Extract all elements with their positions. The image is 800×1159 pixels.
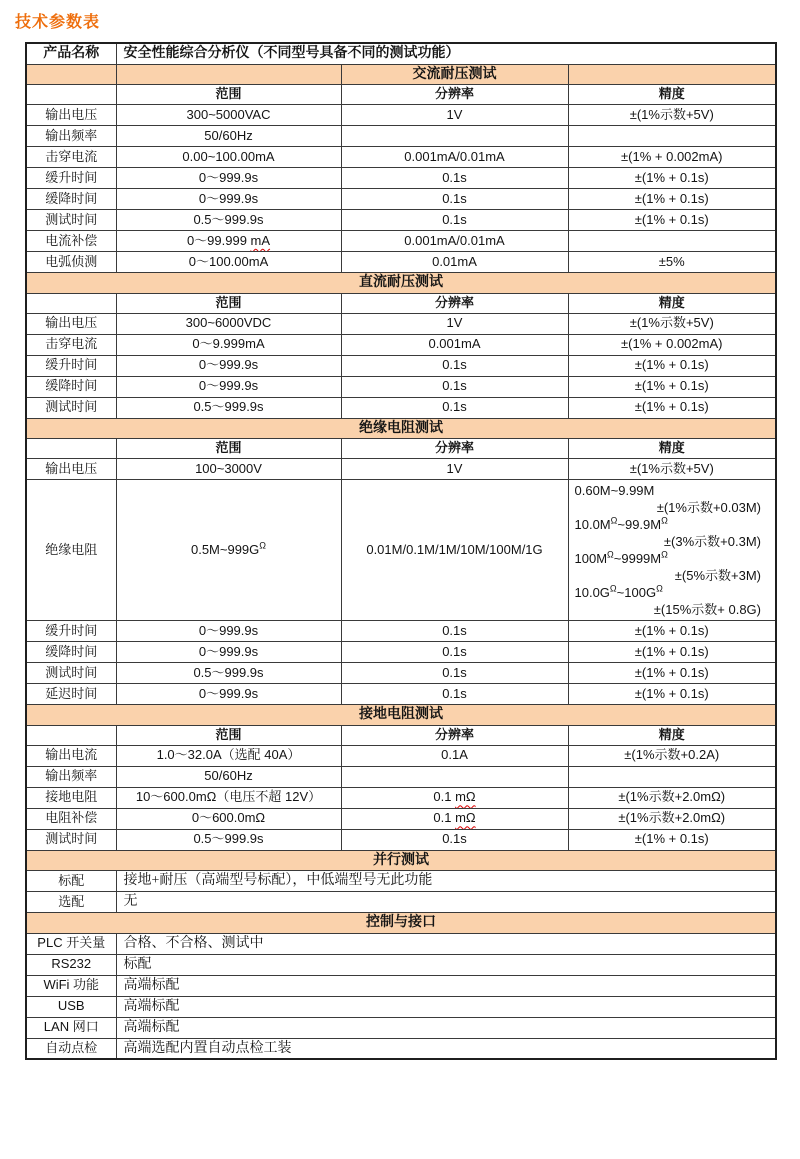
table-row [26,397,776,418]
accuracy-line [569,533,776,550]
accuracy-cell: ±(1% + 0.1s) [568,621,776,642]
superscript-ohm: Ω [661,549,668,560]
resolution-cell: 0.01mA [341,252,568,273]
section-header-cell: 控制与接口 [26,913,776,934]
range-cell: 300~5000VAC [116,105,341,126]
param-label-cell: USB [26,996,116,1017]
table-row [26,334,776,355]
accuracy-cell: ±(1%示数+5V) [568,105,776,126]
accuracy-line [569,516,776,533]
table-row [26,273,776,294]
text-segment: ±(3%示数+0.3M) [663,534,761,549]
section-empty-cell [116,64,341,85]
param-label-cell: 电流补偿 [26,231,116,252]
table-row [26,913,776,934]
table-row [26,725,776,745]
param-label-cell: 延迟时间 [26,684,116,705]
accuracy-line [569,499,776,516]
table-row [26,85,776,105]
column-header-cell: 范围 [116,293,341,313]
accuracy-line [569,482,776,499]
table-row [26,189,776,210]
table-row [26,1017,776,1038]
superscript-ohm: Ω [656,583,663,594]
text-segment: ~99.9M [617,517,662,532]
section-empty-cell [26,64,116,85]
table-row [26,954,776,975]
accuracy-cell: ±(1% + 0.1s) [568,355,776,376]
product-name-value-cell: 安全性能综合分析仪（不同型号具备不同的测试功能） [116,43,776,64]
accuracy-cell [568,126,776,147]
text-segment: ±(5%示数+3M) [674,568,761,583]
spellcheck-squiggle-text: mΩ [455,810,476,826]
range-cell: 0～999.9s [116,621,341,642]
resolution-cell [341,787,568,808]
column-header-cell: 范围 [116,85,341,105]
range-cell: 10～600.0mΩ（电压不超 12V） [116,787,341,808]
param-label-cell: LAN 网口 [26,1017,116,1038]
wide-value-cell: 高端选配内置自动点检工装 [116,1038,776,1059]
column-header-empty-cell [26,85,116,105]
range-cell: 0.00~100.00mA [116,147,341,168]
range-cell [116,231,341,252]
column-header-empty-cell [26,293,116,313]
range-cell: 0.5～999.9s [116,210,341,231]
accuracy-cell: ±(1% + 0.1s) [568,642,776,663]
resolution-cell [341,808,568,829]
range-cell: 0～999.9s [116,355,341,376]
range-cell: 0～9.999mA [116,334,341,355]
column-header-cell: 分辨率 [341,725,568,745]
param-label-cell: 输出电流 [26,745,116,766]
resolution-cell [341,766,568,787]
table-row [26,459,776,480]
spec-table-body [26,43,776,1059]
table-row [26,663,776,684]
column-header-empty-cell [26,439,116,459]
resolution-cell: 1V [341,313,568,334]
param-label-cell: 击穿电流 [26,334,116,355]
param-label-cell: 输出频率 [26,766,116,787]
column-header-cell: 范围 [116,725,341,745]
column-header-cell: 精度 [568,439,776,459]
resolution-cell: 1V [341,459,568,480]
column-header-cell: 精度 [568,85,776,105]
resolution-cell: 0.1s [341,829,568,850]
accuracy-cell: ±(1% + 0.1s) [568,829,776,850]
table-row [26,745,776,766]
param-label-cell: 测试时间 [26,210,116,231]
accuracy-cell: ±(1% + 0.002mA) [568,334,776,355]
superscript-ohm: Ω [609,583,617,594]
table-row [26,439,776,459]
table-row [26,705,776,726]
table-row [26,64,776,85]
range-cell: 0～600.0mΩ [116,808,341,829]
param-label-cell: WiFi 功能 [26,975,116,996]
table-row [26,808,776,829]
resolution-cell: 0.1s [341,684,568,705]
text-segment: 0.1 [433,789,456,805]
table-row [26,313,776,334]
wide-value-cell: 无 [116,892,776,913]
param-label-cell: 缓降时间 [26,189,116,210]
superscript-ohm: Ω [607,549,614,560]
param-label-cell: 接地电阻 [26,787,116,808]
accuracy-line [569,584,776,601]
accuracy-cell [568,766,776,787]
column-header-cell: 范围 [116,439,341,459]
text-segment: 10.0M [574,517,611,532]
table-row [26,1038,776,1059]
param-label-cell: 输出电压 [26,105,116,126]
resolution-cell: 0.01M/0.1M/1M/10M/100M/1G [341,480,568,621]
table-row [26,126,776,147]
table-row [26,43,776,64]
table-row [26,147,776,168]
text-segment: 0.5M~999G [190,541,260,557]
column-header-empty-cell [26,725,116,745]
text-segment: ±(1%示数+0.03M) [656,500,761,515]
column-header-cell: 精度 [568,725,776,745]
table-row [26,293,776,313]
resolution-cell: 1V [341,105,568,126]
param-label-cell: 缓升时间 [26,355,116,376]
range-cell: 0.5～999.9s [116,829,341,850]
wide-value-cell: 高端标配 [116,996,776,1017]
section-header-cell: 接地电阻测试 [26,705,776,726]
param-label-cell: 输出电压 [26,459,116,480]
range-cell: 0～999.9s [116,376,341,397]
range-cell: 0～999.9s [116,168,341,189]
param-label-cell: 缓升时间 [26,621,116,642]
resolution-cell: 0.1s [341,376,568,397]
range-cell: 0.5～999.9s [116,397,341,418]
resolution-cell: 0.001mA/0.01mA [341,231,568,252]
table-row [26,168,776,189]
column-header-cell: 分辨率 [341,439,568,459]
accuracy-line [569,601,776,618]
page-title: 技术参数表 [15,14,101,31]
param-label-cell: 电阻补偿 [26,808,116,829]
resolution-cell: 0.1s [341,642,568,663]
section-header-cell: 交流耐压测试 [341,64,568,85]
column-header-cell: 分辨率 [341,85,568,105]
param-label-cell: 输出频率 [26,126,116,147]
document-page [0,9,800,1060]
accuracy-cell: ±(1% + 0.1s) [568,684,776,705]
superscript-ohm: Ω [259,540,267,551]
table-row [26,975,776,996]
superscript-ohm: Ω [661,515,668,526]
product-name-label-cell: 产品名称 [26,43,116,64]
table-row [26,787,776,808]
section-header-cell: 直流耐压测试 [26,273,776,294]
param-label-cell: 测试时间 [26,663,116,684]
table-row [26,418,776,439]
range-cell: 1.0～32.0A（选配 40A） [116,745,341,766]
param-label-cell: 选配 [26,892,116,913]
accuracy-cell: ±(1%示数+2.0mΩ) [568,787,776,808]
resolution-cell: 0.1s [341,355,568,376]
range-cell: 300~6000VDC [116,313,341,334]
table-row [26,766,776,787]
resolution-cell [341,126,568,147]
table-row [26,355,776,376]
table-row [26,621,776,642]
param-label-cell: 测试时间 [26,829,116,850]
range-cell: 0～100.00mA [116,252,341,273]
section-header-cell: 绝缘电阻测试 [26,418,776,439]
table-row [26,480,776,621]
accuracy-cell: ±(1%示数+0.2A) [568,745,776,766]
wide-value-cell: 合格、不合格、测试中 [116,933,776,954]
accuracy-cell: ±(1%示数+5V) [568,313,776,334]
param-label-cell: 缓升时间 [26,168,116,189]
range-cell: 50/60Hz [116,766,341,787]
section-header-cell: 并行测试 [26,850,776,871]
spellcheck-squiggle-text: mΩ [455,789,476,805]
text-segment: ~100G [616,585,657,600]
table-row [26,850,776,871]
accuracy-cell: ±5% [568,252,776,273]
table-row [26,684,776,705]
range-cell: 0～999.9s [116,642,341,663]
wide-value-cell: 标配 [116,954,776,975]
resolution-cell: 0.001mA/0.01mA [341,147,568,168]
table-row [26,642,776,663]
resolution-cell: 0.1s [341,663,568,684]
param-label-cell: 缓降时间 [26,642,116,663]
text-segment: 0.1 [433,810,456,826]
param-label-cell: 电弧侦测 [26,252,116,273]
accuracy-cell: ±(1% + 0.1s) [568,397,776,418]
table-row [26,996,776,1017]
accuracy-line [569,550,776,567]
section-empty-cell [568,64,776,85]
param-label-cell: 输出电压 [26,313,116,334]
resolution-cell: 0.1s [341,397,568,418]
accuracy-cell: ±(1% + 0.002mA) [568,147,776,168]
accuracy-line [569,567,776,584]
range-cell: 100~3000V [116,459,341,480]
column-header-cell: 分辨率 [341,293,568,313]
range-cell: 0～999.9s [116,684,341,705]
resolution-cell: 0.1s [341,189,568,210]
accuracy-cell [568,480,776,621]
text-segment: ±(15%示数+ 0.8G) [653,602,761,617]
resolution-cell: 0.1A [341,745,568,766]
range-cell: 0～999.9s [116,189,341,210]
range-cell: 0.5～999.9s [116,663,341,684]
param-label-cell: 自动点检 [26,1038,116,1059]
text-segment: 0～99.999 [186,232,251,248]
text-segment: ~9999M [613,551,662,566]
text-segment: 10.0G [574,585,610,600]
wide-value-cell: 接地+耐压（高端型号标配），中低端型号无此功能 [116,871,776,892]
param-label-cell: 缓降时间 [26,376,116,397]
column-header-cell: 精度 [568,293,776,313]
param-label-cell: 绝缘电阻 [26,480,116,621]
table-row [26,376,776,397]
table-row [26,231,776,252]
param-label-cell: 击穿电流 [26,147,116,168]
param-label-cell: RS232 [26,954,116,975]
resolution-cell: 0.001mA [341,334,568,355]
accuracy-cell [568,231,776,252]
accuracy-cell: ±(1% + 0.1s) [568,210,776,231]
table-row [26,892,776,913]
accuracy-cell: ±(1% + 0.1s) [568,376,776,397]
text-segment: 100M [574,551,608,566]
param-label-cell: PLC 开关量 [26,933,116,954]
param-label-cell: 测试时间 [26,397,116,418]
table-row [26,252,776,273]
wide-value-cell: 高端标配 [116,1017,776,1038]
accuracy-cell: ±(1%示数+5V) [568,459,776,480]
table-row [26,829,776,850]
param-label-cell: 标配 [26,871,116,892]
superscript-ohm: Ω [610,515,618,526]
resolution-cell: 0.1s [341,168,568,189]
spellcheck-squiggle-text: mA [250,232,271,248]
table-row [26,210,776,231]
accuracy-cell: ±(1%示数+2.0mΩ) [568,808,776,829]
resolution-cell: 0.1s [341,621,568,642]
spec-table [25,42,777,1060]
table-row [26,933,776,954]
text-segment: 0.60M~9.99M [574,483,655,498]
table-row [26,871,776,892]
table-row [26,105,776,126]
wide-value-cell: 高端标配 [116,975,776,996]
accuracy-cell: ±(1% + 0.1s) [568,168,776,189]
accuracy-cell: ±(1% + 0.1s) [568,189,776,210]
range-cell [116,480,341,621]
resolution-cell: 0.1s [341,210,568,231]
range-cell: 50/60Hz [116,126,341,147]
accuracy-cell: ±(1% + 0.1s) [568,663,776,684]
